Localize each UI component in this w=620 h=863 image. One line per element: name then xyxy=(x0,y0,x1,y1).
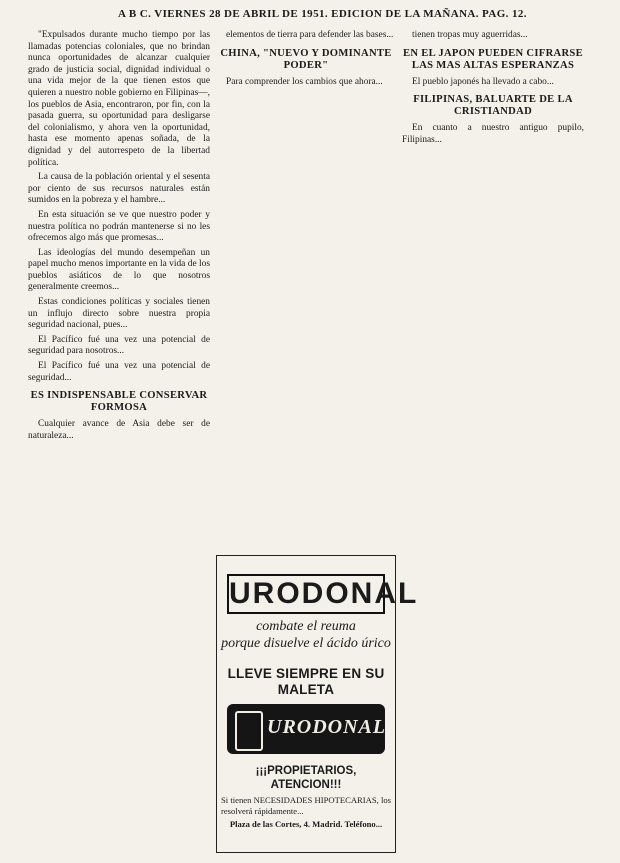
column-3 xyxy=(402,30,584,852)
classified-headline: ¡¡¡PROPIETARIOS, ATENCION!!! xyxy=(255,765,357,791)
article-paragraph: Estas condiciones políticas y sociales tienen un influjo directo sobre nuestra propia seguridad nacional, pues... xyxy=(28,297,210,331)
article-paragraph: El pueblo japonés ha llevado a cabo... xyxy=(412,76,554,87)
bottle-icon xyxy=(235,711,263,751)
article-paragraph: Cualquier avance de Asia debe ser de naturaleza... xyxy=(28,419,210,441)
column-1 xyxy=(28,30,210,852)
section-heading-japon: EN EL JAPON PUEDEN CIFRARSE LAS MAS ALTAS ESPERANZAS xyxy=(403,47,583,71)
bottle-label: URODONAL xyxy=(267,716,387,738)
article-paragraph: En cuanto a nuestro antiguo pupilo, Filipinas... xyxy=(402,123,584,145)
ad-brand-name: URODONAL xyxy=(227,574,385,614)
article-paragraph: tienen tropas muy aguerridas... xyxy=(412,30,528,40)
classified-address: Plaza de las Cortes, 4. Madrid. Teléfono... xyxy=(229,819,383,830)
section-heading-china: CHINA, "NUEVO Y DOMINANTE PODER" xyxy=(220,47,392,71)
article-paragraph: La causa de la población oriental y el sesenta por ciento de sus recursos naturales están sumidos en la pobreza y el hambre... xyxy=(28,172,210,206)
section-heading-formosa: ES INDISPENSABLE CONSERVAR FORMOSA xyxy=(30,390,208,414)
article-paragraph: elementos de tierra para defender las bases... xyxy=(226,30,394,40)
classified-box xyxy=(221,764,391,830)
article-paragraph: Las ideologías del mundo desempeñan un papel mucho menos importante en la vida de los pueblos asiáticos de lo que nosotros generalmente creemos... xyxy=(28,247,210,293)
section-heading-filipinas: FILIPINAS, BALUARTE DE LA CRISTIANDAD xyxy=(413,94,573,118)
ad-slogan: LLEVE SIEMPRE EN SU MALETA xyxy=(227,666,385,697)
page-header: A B C. VIERNES 28 DE ABRIL DE 1951. EDICION DE LA MAÑANA. PAG. 12. xyxy=(118,8,527,20)
article-paragraph: El Pacífico fué una vez una potencial de seguridad... xyxy=(28,361,210,383)
classified-text: Si tienen NECESIDADES HIPOTECARIAS, los resolverá rápidamente... xyxy=(221,795,391,816)
ad-tagline: combate el reuma xyxy=(256,619,356,634)
article-paragraph: Para comprender los cambios que ahora... xyxy=(226,76,383,87)
ad-tagline-2: porque disuelve el ácido úrico xyxy=(221,636,391,651)
urodonal-advertisement xyxy=(216,555,419,853)
article-paragraph: El Pacífico fué una vez una potencial de seguridad para nosotros... xyxy=(28,334,210,357)
ad-bottle-illustration xyxy=(227,704,385,754)
article-paragraph: "Expulsados durante mucho tiempo por las llamadas potencias coloniales, que no brindan nunca oportunidades de alcanzar cualquier grado de justicia social, dignidad individual o una vida mejor de la que tienen estos que quieren a nuestro noble gobierno en Filipinas—, los pueblos de Asia, encontraron, por fin, con la pasada guerra, su oportunidad para desligarse del colonialismo, y ahora ven la oportunidad, hasta ese momento apenas soñada, de la dignidad y del autorrespeto de la libertad política. xyxy=(28,30,210,168)
article-paragraph: En esta situación se ve que nuestro poder y nuestra política no podrán mantenerse si no les ofrecemos algo más que promesas... xyxy=(28,209,210,244)
